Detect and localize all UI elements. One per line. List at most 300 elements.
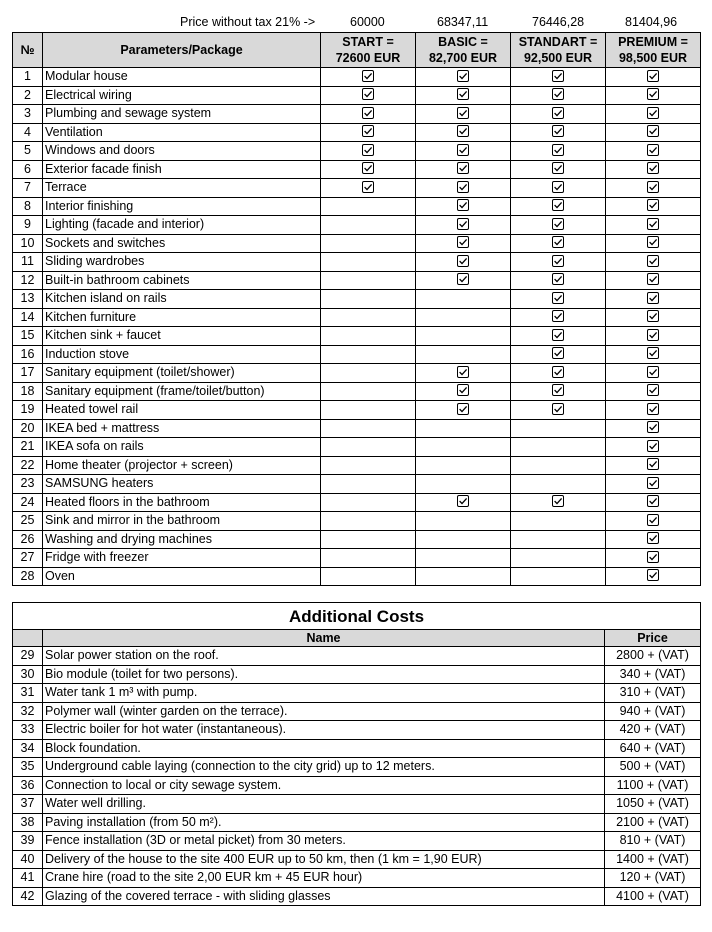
- packages-header-row: [13, 33, 701, 68]
- check-cell: [606, 456, 701, 475]
- checkbox-checked-icon: [647, 107, 659, 119]
- table-row: [13, 850, 701, 869]
- check-cell: [321, 382, 416, 401]
- check-cell: [606, 253, 701, 272]
- checkbox-checked-icon: [457, 255, 469, 267]
- table-row: [13, 530, 701, 549]
- row-parameter: Sanitary equipment (frame/toilet/button): [43, 382, 321, 401]
- check-cell: [511, 364, 606, 383]
- check-cell: [416, 438, 511, 457]
- row-number: 16: [13, 345, 43, 364]
- check-cell: [511, 68, 606, 87]
- package-basic-header: BASIC = 82,700 EUR: [416, 33, 511, 68]
- row-number: 36: [13, 776, 43, 795]
- checkbox-checked-icon: [647, 532, 659, 544]
- table-row: [13, 869, 701, 888]
- row-number: 2: [13, 86, 43, 105]
- table-row: [13, 567, 701, 586]
- checkbox-checked-icon: [362, 107, 374, 119]
- check-cell: [511, 86, 606, 105]
- checkbox-checked-icon: [647, 403, 659, 415]
- row-number: 27: [13, 549, 43, 568]
- table-row: [13, 512, 701, 531]
- checkbox-checked-icon: [457, 162, 469, 174]
- check-cell: [416, 345, 511, 364]
- additional-costs-table: [12, 602, 701, 906]
- check-cell: [511, 419, 606, 438]
- check-cell: [416, 68, 511, 87]
- check-cell: [321, 68, 416, 87]
- check-cell: [416, 567, 511, 586]
- check-cell: [511, 253, 606, 272]
- row-parameter: SAMSUNG heaters: [43, 475, 321, 494]
- checkbox-checked-icon: [647, 181, 659, 193]
- check-cell: [606, 86, 701, 105]
- col-params-header: Parameters/Package: [43, 33, 321, 68]
- checkbox-checked-icon: [647, 236, 659, 248]
- row-number: 18: [13, 382, 43, 401]
- check-cell: [606, 327, 701, 346]
- row-parameter: Kitchen island on rails: [43, 290, 321, 309]
- check-cell: [416, 401, 511, 420]
- check-cell: [511, 493, 606, 512]
- row-parameter: Interior finishing: [43, 197, 321, 216]
- check-cell: [511, 179, 606, 198]
- check-cell: [416, 530, 511, 549]
- row-parameter: Exterior facade finish: [43, 160, 321, 179]
- checkbox-checked-icon: [552, 273, 564, 285]
- checkbox-checked-icon: [552, 162, 564, 174]
- row-parameter: Sliding wardrobes: [43, 253, 321, 272]
- row-number: 24: [13, 493, 43, 512]
- checkbox-checked-icon: [647, 292, 659, 304]
- row-number: 12: [13, 271, 43, 290]
- table-row: [13, 832, 701, 851]
- checkbox-checked-icon: [457, 107, 469, 119]
- check-cell: [416, 493, 511, 512]
- checkbox-checked-icon: [552, 181, 564, 193]
- row-parameter: IKEA sofa on rails: [43, 438, 321, 457]
- check-cell: [511, 290, 606, 309]
- row-number: 15: [13, 327, 43, 346]
- checkbox-checked-icon: [552, 347, 564, 359]
- check-cell: [416, 142, 511, 161]
- cost-price: 340 + (VAT): [605, 665, 701, 684]
- check-cell: [511, 216, 606, 235]
- check-cell: [606, 567, 701, 586]
- check-cell: [321, 567, 416, 586]
- check-cell: [606, 179, 701, 198]
- table-row: [13, 345, 701, 364]
- table-row: [13, 419, 701, 438]
- check-cell: [606, 530, 701, 549]
- row-number: 30: [13, 665, 43, 684]
- check-cell: [321, 401, 416, 420]
- checkbox-checked-icon: [647, 199, 659, 211]
- checkbox-checked-icon: [552, 366, 564, 378]
- table-row: [13, 234, 701, 253]
- row-number: 14: [13, 308, 43, 327]
- cost-price: 4100 + (VAT): [605, 887, 701, 906]
- check-cell: [416, 271, 511, 290]
- check-cell: [606, 197, 701, 216]
- checkbox-checked-icon: [647, 384, 659, 396]
- cost-price: 2800 + (VAT): [605, 647, 701, 666]
- table-row: [13, 475, 701, 494]
- checkbox-checked-icon: [552, 70, 564, 82]
- table-row: [13, 438, 701, 457]
- row-number: 42: [13, 887, 43, 906]
- cost-price: 1400 + (VAT): [605, 850, 701, 869]
- row-number: 35: [13, 758, 43, 777]
- check-cell: [416, 512, 511, 531]
- check-cell: [321, 364, 416, 383]
- cost-name: Block foundation.: [43, 739, 605, 758]
- check-cell: [606, 216, 701, 235]
- check-cell: [511, 271, 606, 290]
- check-cell: [606, 308, 701, 327]
- row-parameter: Terrace: [43, 179, 321, 198]
- check-cell: [511, 105, 606, 124]
- check-cell: [511, 142, 606, 161]
- checkbox-checked-icon: [552, 495, 564, 507]
- row-number: 26: [13, 530, 43, 549]
- col-name-header: Name: [43, 630, 605, 647]
- packages-table: [12, 32, 701, 586]
- table-row: [13, 758, 701, 777]
- row-number: 10: [13, 234, 43, 253]
- cost-price: 500 + (VAT): [605, 758, 701, 777]
- row-number: 23: [13, 475, 43, 494]
- cost-name: Delivery of the house to the site 400 EUR up to 50 km, then (1 km = 1,90 EUR): [43, 850, 605, 869]
- checkbox-checked-icon: [647, 273, 659, 285]
- row-number: 9: [13, 216, 43, 235]
- price-without-tax-standart: 76446,28: [532, 15, 585, 29]
- check-cell: [606, 105, 701, 124]
- checkbox-checked-icon: [647, 440, 659, 452]
- table-row: [13, 197, 701, 216]
- row-parameter: Modular house: [43, 68, 321, 87]
- table-row: [13, 216, 701, 235]
- check-cell: [321, 123, 416, 142]
- cost-price: 940 + (VAT): [605, 702, 701, 721]
- checkbox-checked-icon: [457, 125, 469, 137]
- check-cell: [511, 567, 606, 586]
- row-parameter: Windows and doors: [43, 142, 321, 161]
- row-number: 25: [13, 512, 43, 531]
- row-number: 39: [13, 832, 43, 851]
- cost-name: Paving installation (from 50 m²).: [43, 813, 605, 832]
- table-row: [13, 290, 701, 309]
- checkbox-checked-icon: [552, 88, 564, 100]
- check-cell: [511, 327, 606, 346]
- cost-name: Glazing of the covered terrace - with sliding glasses: [43, 887, 605, 906]
- cost-name: Water tank 1 m³ with pump.: [43, 684, 605, 703]
- checkbox-checked-icon: [552, 218, 564, 230]
- check-cell: [606, 419, 701, 438]
- checkbox-checked-icon: [647, 144, 659, 156]
- checkbox-checked-icon: [457, 70, 469, 82]
- row-number: 32: [13, 702, 43, 721]
- checkbox-checked-icon: [552, 107, 564, 119]
- table-row: [13, 253, 701, 272]
- check-cell: [511, 456, 606, 475]
- price-without-tax-premium: 81404,96: [625, 15, 678, 29]
- table-row: [13, 271, 701, 290]
- check-cell: [416, 123, 511, 142]
- table-row: [13, 493, 701, 512]
- table-row: [13, 364, 701, 383]
- row-number: 7: [13, 179, 43, 198]
- check-cell: [416, 475, 511, 494]
- check-cell: [416, 549, 511, 568]
- check-cell: [416, 197, 511, 216]
- checkbox-checked-icon: [647, 310, 659, 322]
- cost-price: 1100 + (VAT): [605, 776, 701, 795]
- cost-price: 2100 + (VAT): [605, 813, 701, 832]
- check-cell: [416, 179, 511, 198]
- check-cell: [511, 160, 606, 179]
- check-cell: [511, 512, 606, 531]
- table-row: [13, 68, 701, 87]
- check-cell: [416, 160, 511, 179]
- checkbox-checked-icon: [647, 329, 659, 341]
- check-cell: [511, 401, 606, 420]
- checkbox-checked-icon: [362, 162, 374, 174]
- checkbox-checked-icon: [457, 199, 469, 211]
- check-cell: [416, 364, 511, 383]
- checkbox-checked-icon: [457, 273, 469, 285]
- check-cell: [511, 123, 606, 142]
- table-row: [13, 721, 701, 740]
- row-parameter: Electrical wiring: [43, 86, 321, 105]
- cost-name: Bio module (toilet for two persons).: [43, 665, 605, 684]
- cost-name: Connection to local or city sewage system.: [43, 776, 605, 795]
- check-cell: [511, 234, 606, 253]
- table-row: [13, 160, 701, 179]
- check-cell: [606, 290, 701, 309]
- row-number: 34: [13, 739, 43, 758]
- checkbox-checked-icon: [647, 366, 659, 378]
- check-cell: [321, 475, 416, 494]
- price-without-tax-row: [0, 12, 712, 32]
- checkbox-checked-icon: [457, 218, 469, 230]
- row-parameter: Built-in bathroom cabinets: [43, 271, 321, 290]
- row-number: 6: [13, 160, 43, 179]
- checkbox-checked-icon: [552, 255, 564, 267]
- row-number: 19: [13, 401, 43, 420]
- check-cell: [606, 160, 701, 179]
- table-row: [13, 795, 701, 814]
- checkbox-checked-icon: [552, 329, 564, 341]
- package-premium-header: PREMIUM = 98,500 EUR: [606, 33, 701, 68]
- table-row: [13, 308, 701, 327]
- row-number: 31: [13, 684, 43, 703]
- table-row: [13, 739, 701, 758]
- check-cell: [416, 234, 511, 253]
- row-number: 37: [13, 795, 43, 814]
- cost-name: Electric boiler for hot water (instantaneous).: [43, 721, 605, 740]
- row-number: 21: [13, 438, 43, 457]
- row-parameter: Plumbing and sewage system: [43, 105, 321, 124]
- cost-name: Solar power station on the roof.: [43, 647, 605, 666]
- checkbox-checked-icon: [457, 88, 469, 100]
- check-cell: [511, 197, 606, 216]
- checkbox-checked-icon: [647, 495, 659, 507]
- check-cell: [416, 253, 511, 272]
- table-row: [13, 776, 701, 795]
- row-number: 5: [13, 142, 43, 161]
- table-row: [13, 813, 701, 832]
- checkbox-checked-icon: [457, 236, 469, 248]
- table-row: [13, 142, 701, 161]
- check-cell: [511, 438, 606, 457]
- check-cell: [416, 327, 511, 346]
- cost-name: Water well drilling.: [43, 795, 605, 814]
- row-number: 29: [13, 647, 43, 666]
- table-row: [13, 327, 701, 346]
- additional-costs-title: Additional Costs: [13, 603, 701, 630]
- checkbox-checked-icon: [647, 458, 659, 470]
- check-cell: [321, 105, 416, 124]
- col-price-header: Price: [605, 630, 701, 647]
- checkbox-checked-icon: [647, 162, 659, 174]
- check-cell: [321, 234, 416, 253]
- table-row: [13, 702, 701, 721]
- check-cell: [606, 68, 701, 87]
- row-number: 13: [13, 290, 43, 309]
- check-cell: [511, 530, 606, 549]
- checkbox-checked-icon: [362, 70, 374, 82]
- check-cell: [321, 290, 416, 309]
- checkbox-checked-icon: [457, 144, 469, 156]
- check-cell: [416, 290, 511, 309]
- table-row: [13, 647, 701, 666]
- check-cell: [606, 549, 701, 568]
- row-parameter: Kitchen sink + faucet: [43, 327, 321, 346]
- row-number: 22: [13, 456, 43, 475]
- row-number: 38: [13, 813, 43, 832]
- checkbox-checked-icon: [647, 125, 659, 137]
- check-cell: [321, 493, 416, 512]
- cost-price: 310 + (VAT): [605, 684, 701, 703]
- check-cell: [416, 216, 511, 235]
- row-parameter: Lighting (facade and interior): [43, 216, 321, 235]
- checkbox-checked-icon: [457, 495, 469, 507]
- checkbox-checked-icon: [647, 347, 659, 359]
- checkbox-checked-icon: [552, 310, 564, 322]
- row-number: 11: [13, 253, 43, 272]
- row-parameter: Ventilation: [43, 123, 321, 142]
- col-number-header: №: [13, 33, 43, 68]
- cost-price: 1050 + (VAT): [605, 795, 701, 814]
- check-cell: [321, 308, 416, 327]
- checkbox-checked-icon: [552, 144, 564, 156]
- check-cell: [606, 271, 701, 290]
- row-parameter: Oven: [43, 567, 321, 586]
- row-number: 33: [13, 721, 43, 740]
- row-number: 1: [13, 68, 43, 87]
- checkbox-checked-icon: [552, 199, 564, 211]
- check-cell: [321, 160, 416, 179]
- table-row: [13, 382, 701, 401]
- checkbox-checked-icon: [647, 70, 659, 82]
- row-number: 8: [13, 197, 43, 216]
- table-row: [13, 456, 701, 475]
- check-cell: [321, 512, 416, 531]
- row-parameter: IKEA bed + mattress: [43, 419, 321, 438]
- table-row: [13, 401, 701, 420]
- checkbox-checked-icon: [552, 125, 564, 137]
- check-cell: [321, 271, 416, 290]
- additional-costs-title-row: [13, 603, 701, 630]
- row-parameter: Heated towel rail: [43, 401, 321, 420]
- cost-price: 640 + (VAT): [605, 739, 701, 758]
- table-row: [13, 86, 701, 105]
- checkbox-checked-icon: [552, 403, 564, 415]
- cost-name: Underground cable laying (connection to the city grid) up to 12 meters.: [43, 758, 605, 777]
- check-cell: [606, 234, 701, 253]
- row-number: 3: [13, 105, 43, 124]
- row-parameter: Home theater (projector + screen): [43, 456, 321, 475]
- table-row: [13, 123, 701, 142]
- row-parameter: Heated floors in the bathroom: [43, 493, 321, 512]
- checkbox-checked-icon: [457, 181, 469, 193]
- check-cell: [606, 123, 701, 142]
- check-cell: [511, 308, 606, 327]
- checkbox-checked-icon: [362, 125, 374, 137]
- check-cell: [321, 419, 416, 438]
- check-cell: [321, 253, 416, 272]
- check-cell: [416, 105, 511, 124]
- checkbox-checked-icon: [647, 569, 659, 581]
- row-number: 28: [13, 567, 43, 586]
- check-cell: [511, 475, 606, 494]
- check-cell: [606, 364, 701, 383]
- check-cell: [416, 456, 511, 475]
- checkbox-checked-icon: [647, 88, 659, 100]
- checkbox-checked-icon: [647, 218, 659, 230]
- checkbox-checked-icon: [552, 384, 564, 396]
- check-cell: [606, 142, 701, 161]
- row-parameter: Sanitary equipment (toilet/shower): [43, 364, 321, 383]
- table-row: [13, 105, 701, 124]
- check-cell: [511, 549, 606, 568]
- checkbox-checked-icon: [647, 551, 659, 563]
- row-number: 20: [13, 419, 43, 438]
- cost-name: Polymer wall (winter garden on the terrace).: [43, 702, 605, 721]
- table-row: [13, 684, 701, 703]
- row-number: 40: [13, 850, 43, 869]
- cost-price: 810 + (VAT): [605, 832, 701, 851]
- price-without-tax-basic: 68347,11: [437, 15, 489, 29]
- cost-price: 420 + (VAT): [605, 721, 701, 740]
- row-number: 17: [13, 364, 43, 383]
- package-standart-header: STANDART = 92,500 EUR: [511, 33, 606, 68]
- check-cell: [416, 382, 511, 401]
- check-cell: [321, 456, 416, 475]
- checkbox-checked-icon: [647, 477, 659, 489]
- row-parameter: Induction stove: [43, 345, 321, 364]
- check-cell: [606, 475, 701, 494]
- check-cell: [606, 512, 701, 531]
- checkbox-checked-icon: [362, 181, 374, 193]
- checkbox-checked-icon: [552, 236, 564, 248]
- check-cell: [321, 530, 416, 549]
- checkbox-checked-icon: [457, 403, 469, 415]
- cost-name: Crane hire (road to the site 2,00 EUR km + 45 EUR hour): [43, 869, 605, 888]
- check-cell: [321, 86, 416, 105]
